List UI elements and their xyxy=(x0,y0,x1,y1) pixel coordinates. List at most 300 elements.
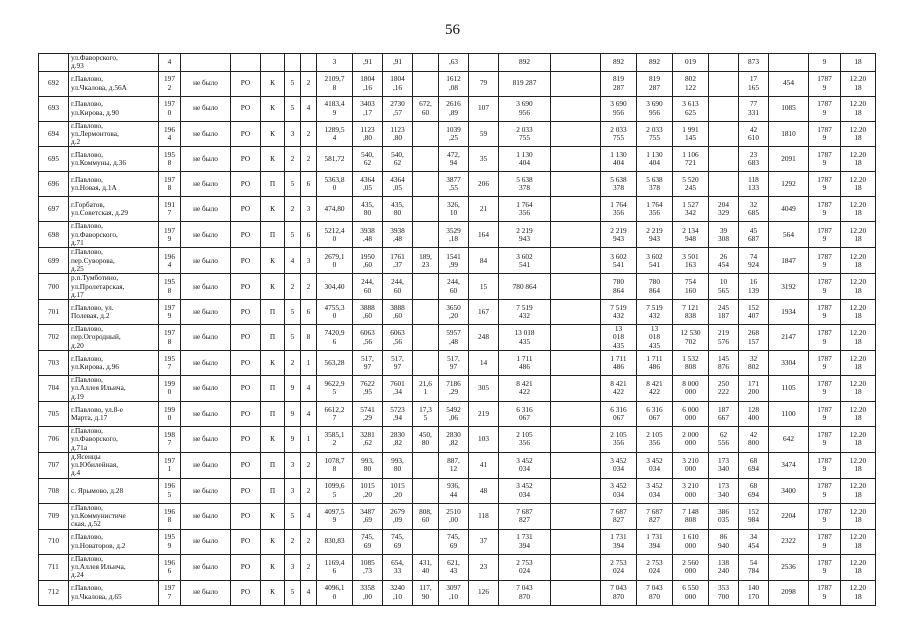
table-cell: 6 316 067 xyxy=(637,401,673,426)
table-cell: 5 638 378 xyxy=(499,172,551,197)
table-cell: 5 638 378 xyxy=(601,172,637,197)
table-cell: 7420,9 6 xyxy=(317,325,353,351)
address-cell: г.Павлово, ул.Чкалова, д.56А xyxy=(69,71,159,96)
table-cell: 4 xyxy=(301,376,317,402)
table-cell: 4364 ,05 xyxy=(353,172,383,197)
table-cell: 5 xyxy=(285,71,301,96)
table-cell xyxy=(551,325,601,351)
table-cell: РО xyxy=(231,248,261,274)
table-cell xyxy=(709,54,739,72)
table-cell xyxy=(551,401,601,426)
table-cell: К xyxy=(261,351,285,376)
row-number-cell: 696 xyxy=(39,172,69,197)
table-cell: 7 043 870 xyxy=(601,580,637,605)
table-cell: 1 xyxy=(301,426,317,452)
table-cell: 12.20 18 xyxy=(841,351,876,376)
address-cell: г.Павлово, ул.Кирова, д.90 xyxy=(69,96,159,121)
table-cell: не было xyxy=(181,147,231,172)
table-cell xyxy=(413,71,439,96)
table-cell: 9 xyxy=(809,54,841,72)
row-number-cell: 707 xyxy=(39,452,69,478)
table-cell: РО xyxy=(231,121,261,147)
table-cell xyxy=(413,121,439,147)
table-cell: 3 690 956 xyxy=(637,96,673,121)
table-cell: 3 xyxy=(285,121,301,147)
table-cell: 1 610 000 xyxy=(673,529,709,554)
table-cell: 3888 ,60 xyxy=(383,300,413,325)
table-cell: П xyxy=(261,222,285,248)
table-cell: 2 xyxy=(285,351,301,376)
table-cell: 3 452 034 xyxy=(637,478,673,503)
table-cell: 9 xyxy=(285,426,301,452)
table-cell: 3 602 541 xyxy=(499,248,551,274)
table-cell: 4 xyxy=(301,580,317,605)
row-number-cell: 711 xyxy=(39,554,69,580)
table-cell: 17 165 xyxy=(739,71,769,96)
table-cell: 1 711 486 xyxy=(601,351,637,376)
table-cell: 1787 9 xyxy=(809,222,841,248)
table-cell: 45 687 xyxy=(739,222,769,248)
table-cell: РО xyxy=(231,426,261,452)
address-cell: р.п.Тумботино, ул.Пролетарская, д.17 xyxy=(69,274,159,300)
table-cell: 936, 44 xyxy=(439,478,469,503)
table-cell: 2536 xyxy=(769,554,809,580)
table-cell: РО xyxy=(231,274,261,300)
table-cell: 3 501 163 xyxy=(673,248,709,274)
table-cell: 2 134 948 xyxy=(673,222,709,248)
table-cell: 2 000 000 xyxy=(673,426,709,452)
table-cell: 326, 10 xyxy=(439,197,469,222)
table-cell: 7 121 838 xyxy=(673,300,709,325)
table-cell: 187 667 xyxy=(709,401,739,426)
table-cell: 472, 94 xyxy=(439,147,469,172)
table-cell: 7 687 827 xyxy=(499,503,551,529)
table-cell: 9 xyxy=(285,376,301,402)
table-cell: РО xyxy=(231,580,261,605)
table-cell: РО xyxy=(231,351,261,376)
table-cell: 7 519 432 xyxy=(601,300,637,325)
table-cell: 189, 23 xyxy=(413,248,439,274)
table-cell: 2 xyxy=(301,274,317,300)
page-number: 56 xyxy=(445,22,460,38)
table-cell: 540, 62 xyxy=(353,147,383,172)
address-cell: г.Павлово, ул.Лермонтова, д.2 xyxy=(69,121,159,147)
table-cell: 745, 69 xyxy=(439,529,469,554)
table-cell: не было xyxy=(181,554,231,580)
table-cell: 59 xyxy=(469,121,499,147)
table-cell: 1787 9 xyxy=(809,274,841,300)
table-cell: 9 xyxy=(285,401,301,426)
table-cell: 6 000 000 xyxy=(673,401,709,426)
table-cell: 86 940 xyxy=(709,529,739,554)
table-cell: 019 xyxy=(673,54,709,72)
table-cell: 79 xyxy=(469,71,499,96)
table-cell: К xyxy=(261,503,285,529)
table-cell: 517, 97 xyxy=(383,351,413,376)
table-cell: 454 xyxy=(769,71,809,96)
table-cell: 4 xyxy=(301,96,317,121)
table-cell: 517, 97 xyxy=(353,351,383,376)
table-cell: 128 400 xyxy=(739,401,769,426)
table-cell: 1100 xyxy=(769,401,809,426)
table-cell: 4096,1 0 xyxy=(317,580,353,605)
address-cell: г.Павлово, ул.Кирова, д.96 xyxy=(69,351,159,376)
table-row xyxy=(39,351,876,376)
table-cell: не было xyxy=(181,426,231,452)
table-cell: 21 xyxy=(469,197,499,222)
table-cell: 12.20 18 xyxy=(841,529,876,554)
table-cell: 2 xyxy=(301,452,317,478)
table-cell: 3 xyxy=(301,248,317,274)
table-cell: 1787 9 xyxy=(809,529,841,554)
table-row xyxy=(39,147,876,172)
table-cell: 450, 80 xyxy=(413,426,439,452)
table-cell: 5212,4 0 xyxy=(317,222,353,248)
table-cell: 244, 60 xyxy=(439,274,469,300)
table-cell: 892 xyxy=(601,54,637,72)
table-cell xyxy=(551,376,601,402)
table-cell xyxy=(413,54,439,72)
row-number-cell: 699 xyxy=(39,248,69,274)
table-cell: РО xyxy=(231,96,261,121)
table-cell xyxy=(551,248,601,274)
row-number-cell xyxy=(39,54,69,72)
table-cell: 54 784 xyxy=(739,554,769,580)
table-cell: 8 421 422 xyxy=(499,376,551,402)
table-row xyxy=(39,503,876,529)
row-number-cell: 706 xyxy=(39,426,69,452)
table-cell: 1787 9 xyxy=(809,351,841,376)
table-cell: 1123 ,80 xyxy=(383,121,413,147)
table-cell: 138 240 xyxy=(709,554,739,580)
table-cell xyxy=(551,197,601,222)
table-cell: 3 452 034 xyxy=(499,452,551,478)
row-number-cell: 701 xyxy=(39,300,69,325)
table-cell: 12.20 18 xyxy=(841,172,876,197)
table-cell: РО xyxy=(231,503,261,529)
table-cell: 1 731 394 xyxy=(637,529,673,554)
table-cell: 196 5 xyxy=(159,478,181,503)
table-cell xyxy=(551,71,601,96)
table-cell: 2322 xyxy=(769,529,809,554)
table-cell: 48 xyxy=(469,478,499,503)
row-number-cell: 695 xyxy=(39,147,69,172)
table-cell: не было xyxy=(181,529,231,554)
table-cell: 199 0 xyxy=(159,376,181,402)
table-cell: 197 9 xyxy=(159,300,181,325)
table-cell: 2 219 943 xyxy=(499,222,551,248)
table-cell: 126 xyxy=(469,580,499,605)
table-cell: 1 532 808 xyxy=(673,351,709,376)
row-number-cell: 693 xyxy=(39,96,69,121)
table-cell: 152 984 xyxy=(739,503,769,529)
table-row xyxy=(39,71,876,96)
table-cell: 6 xyxy=(301,222,317,248)
table-cell: 2 033 755 xyxy=(637,121,673,147)
table-cell: РО xyxy=(231,71,261,96)
table-cell: 5957 ,48 xyxy=(439,325,469,351)
table-cell: 171 200 xyxy=(739,376,769,402)
table-cell xyxy=(551,54,601,72)
table-cell: 2 219 943 xyxy=(637,222,673,248)
table-cell: 164 xyxy=(469,222,499,248)
table-cell: 5492 ,06 xyxy=(439,401,469,426)
table-cell: не было xyxy=(181,478,231,503)
table-cell: 1039 ,25 xyxy=(439,121,469,147)
table-cell xyxy=(413,274,439,300)
table-row xyxy=(39,401,876,426)
table-cell: 12 530 702 xyxy=(673,325,709,351)
table-cell: РО xyxy=(231,452,261,478)
table-cell: 3585,1 2 xyxy=(317,426,353,452)
row-number-cell: 705 xyxy=(39,401,69,426)
table-cell xyxy=(551,147,601,172)
table-cell: 3 452 034 xyxy=(601,452,637,478)
table-cell: не было xyxy=(181,71,231,96)
table-cell: 140 170 xyxy=(739,580,769,605)
table-cell: 431, 40 xyxy=(413,554,439,580)
table-cell: 819 287 xyxy=(637,71,673,96)
table-cell: 5741 ,29 xyxy=(353,401,383,426)
table-cell: 2 105 356 xyxy=(601,426,637,452)
table-cell: 23 683 xyxy=(739,147,769,172)
table-row xyxy=(39,376,876,402)
table-cell: не было xyxy=(181,376,231,402)
table-cell: 1078,7 8 xyxy=(317,452,353,478)
table-cell: 474,80 xyxy=(317,197,353,222)
table-cell: 7601 ,34 xyxy=(383,376,413,402)
table-cell: 5 638 378 xyxy=(637,172,673,197)
row-number-cell: 704 xyxy=(39,376,69,402)
table-cell: 1 130 404 xyxy=(601,147,637,172)
table-cell: 3304 xyxy=(769,351,809,376)
table-cell: 3 xyxy=(301,197,317,222)
table-cell: П xyxy=(261,172,285,197)
address-cell: г.Павлово, ул.Аллея Ильича, д.19 xyxy=(69,376,159,402)
table-cell: П xyxy=(261,452,285,478)
table-cell: 1 130 404 xyxy=(499,147,551,172)
table-cell: 2679,1 0 xyxy=(317,248,353,274)
table-cell: 13 018 435 xyxy=(601,325,637,351)
table-cell xyxy=(413,529,439,554)
table-cell: 7186 ,29 xyxy=(439,376,469,402)
table-cell: 1015 ,20 xyxy=(383,478,413,503)
table-cell: 197 7 xyxy=(159,580,181,605)
table-cell: 745, 69 xyxy=(353,529,383,554)
table-row xyxy=(39,452,876,478)
table-cell: К xyxy=(261,96,285,121)
table-row xyxy=(39,478,876,503)
table-cell: 195 7 xyxy=(159,351,181,376)
table-cell: 1085 xyxy=(769,96,809,121)
address-cell: г.Павлово, ул.Аллея Ильича, д.24 xyxy=(69,554,159,580)
table-cell: 6 316 067 xyxy=(499,401,551,426)
table-cell: 173 340 xyxy=(709,478,739,503)
table-cell: 6 550 000 xyxy=(673,580,709,605)
table-cell: ,63 xyxy=(439,54,469,72)
table-cell: 435, 80 xyxy=(353,197,383,222)
table-cell: 1169,4 6 xyxy=(317,554,353,580)
housing-register-table xyxy=(38,53,876,606)
table-cell: 167 xyxy=(469,300,499,325)
table-cell: 8 421 422 xyxy=(637,376,673,402)
table-cell: 12.20 18 xyxy=(841,376,876,402)
table-cell xyxy=(469,54,499,72)
address-cell: г.Павлово, ул.Новаторов, д.2 xyxy=(69,529,159,554)
table-cell: 1787 9 xyxy=(809,172,841,197)
table-cell xyxy=(551,580,601,605)
table-cell: 1541 ,99 xyxy=(439,248,469,274)
table-cell: 819 287 xyxy=(499,71,551,96)
table-cell: 892 xyxy=(637,54,673,72)
table-cell: 3 210 000 xyxy=(673,452,709,478)
table-cell xyxy=(551,121,601,147)
table-cell: 2 105 356 xyxy=(637,426,673,452)
table-cell: 2 xyxy=(285,197,301,222)
table-cell: 4 xyxy=(285,248,301,274)
table-cell: 2 xyxy=(301,121,317,147)
table-cell: 5 xyxy=(285,325,301,351)
table-cell: К xyxy=(261,71,285,96)
table-cell: 3192 xyxy=(769,274,809,300)
table-row xyxy=(39,580,876,605)
address-cell: г.Павлово, ул.Чкалова, д.65 xyxy=(69,580,159,605)
table-cell: 1787 9 xyxy=(809,248,841,274)
table-cell: 1847 xyxy=(769,248,809,274)
address-cell: ул.Фаворского, д.93 xyxy=(69,54,159,72)
table-cell xyxy=(551,222,601,248)
table-cell: 8 xyxy=(301,325,317,351)
address-cell: г.Павлово, ул.Коммуны, д.36 xyxy=(69,147,159,172)
table-cell: РО xyxy=(231,401,261,426)
table-cell: не было xyxy=(181,274,231,300)
table-cell: 2 xyxy=(301,71,317,96)
table-cell: 1292 xyxy=(769,172,809,197)
table-cell: 7 687 827 xyxy=(601,503,637,529)
table-cell: 745, 69 xyxy=(383,529,413,554)
table-cell: 780 864 xyxy=(499,274,551,300)
table-cell: 3474 xyxy=(769,452,809,478)
table-cell: 2679 ,09 xyxy=(383,503,413,529)
table-cell: 353 700 xyxy=(709,580,739,605)
table-cell: 1950 ,60 xyxy=(353,248,383,274)
table-row xyxy=(39,96,876,121)
table-cell: 1934 xyxy=(769,300,809,325)
table-cell: 304,40 xyxy=(317,274,353,300)
table-cell xyxy=(709,96,739,121)
table-cell: 3 xyxy=(285,554,301,580)
table-cell: 12.20 18 xyxy=(841,554,876,580)
row-number-cell: 709 xyxy=(39,503,69,529)
table-cell: 4 xyxy=(301,401,317,426)
table-cell: 3529 ,18 xyxy=(439,222,469,248)
table-cell: 199 0 xyxy=(159,401,181,426)
table-cell: 754 160 xyxy=(673,274,709,300)
table-cell: 2091 xyxy=(769,147,809,172)
address-cell: с. Ярымово, д.28 xyxy=(69,478,159,503)
table-cell: 654, 33 xyxy=(383,554,413,580)
table-cell: 3 452 034 xyxy=(637,452,673,478)
table-cell: РО xyxy=(231,172,261,197)
table-cell: 18 xyxy=(841,54,876,72)
table-cell: 37 xyxy=(469,529,499,554)
table-cell: 5 xyxy=(285,300,301,325)
table-cell: 892 xyxy=(499,54,551,72)
table-cell: 3400 xyxy=(769,478,809,503)
table-cell: 195 9 xyxy=(159,529,181,554)
table-cell: 3487 ,69 xyxy=(353,503,383,529)
table-cell: не было xyxy=(181,503,231,529)
table-cell: 2 033 755 xyxy=(601,121,637,147)
table-cell: 2830 ,82 xyxy=(383,426,413,452)
table-cell: 3403 ,17 xyxy=(353,96,383,121)
table-cell xyxy=(709,121,739,147)
table-cell: 808, 60 xyxy=(413,503,439,529)
table-cell xyxy=(551,554,601,580)
table-cell: 564 xyxy=(769,222,809,248)
table-cell: РО xyxy=(231,554,261,580)
table-cell: 1 991 145 xyxy=(673,121,709,147)
table-cell: 248 xyxy=(469,325,499,351)
table-cell: 3938 ,48 xyxy=(383,222,413,248)
table-cell: 1099,6 5 xyxy=(317,478,353,503)
table-cell: 3888 ,60 xyxy=(353,300,383,325)
table-cell: 12.20 18 xyxy=(841,274,876,300)
table-cell: 3097 ,10 xyxy=(439,580,469,605)
table-cell: 672, 60 xyxy=(413,96,439,121)
table-cell: К xyxy=(261,580,285,605)
table-cell: 563,28 xyxy=(317,351,353,376)
table-cell xyxy=(551,172,601,197)
table-cell xyxy=(769,54,809,72)
table-cell: 3240 ,10 xyxy=(383,580,413,605)
table-cell: 873 xyxy=(739,54,769,72)
table-cell: 2510 ,00 xyxy=(439,503,469,529)
table-cell: 1105 xyxy=(769,376,809,402)
table-cell: 3877 ,55 xyxy=(439,172,469,197)
table-cell: не было xyxy=(181,300,231,325)
table-cell: 42 610 xyxy=(739,121,769,147)
table-cell: 7 519 432 xyxy=(637,300,673,325)
table-cell: 15 xyxy=(469,274,499,300)
table-cell: 819 287 xyxy=(601,71,637,96)
table-cell xyxy=(285,54,301,72)
table-cell: К xyxy=(261,121,285,147)
table-cell: П xyxy=(261,300,285,325)
table-cell: П xyxy=(261,325,285,351)
table-cell: 145 876 xyxy=(709,351,739,376)
table-cell: П xyxy=(261,401,285,426)
table-cell: 7 519 432 xyxy=(499,300,551,325)
table-cell: 581,72 xyxy=(317,147,353,172)
table-cell: 219 576 xyxy=(709,325,739,351)
table-cell: 1804 ,16 xyxy=(383,71,413,96)
table-cell: 2 560 000 xyxy=(673,554,709,580)
table-cell: 6 316 067 xyxy=(601,401,637,426)
row-number-cell: 703 xyxy=(39,351,69,376)
table-cell: 3 452 034 xyxy=(601,478,637,503)
table-cell: 3 xyxy=(317,54,353,72)
address-cell: г.Павлово, ул.Фаворского, д.71 xyxy=(69,222,159,248)
table-cell: 39 308 xyxy=(709,222,739,248)
table-cell: 12.20 18 xyxy=(841,248,876,274)
table-cell xyxy=(709,71,739,96)
table-cell xyxy=(413,197,439,222)
table-cell: 1 764 356 xyxy=(601,197,637,222)
table-row xyxy=(39,172,876,197)
table-cell: РО xyxy=(231,376,261,402)
table-cell: 196 4 xyxy=(159,121,181,147)
